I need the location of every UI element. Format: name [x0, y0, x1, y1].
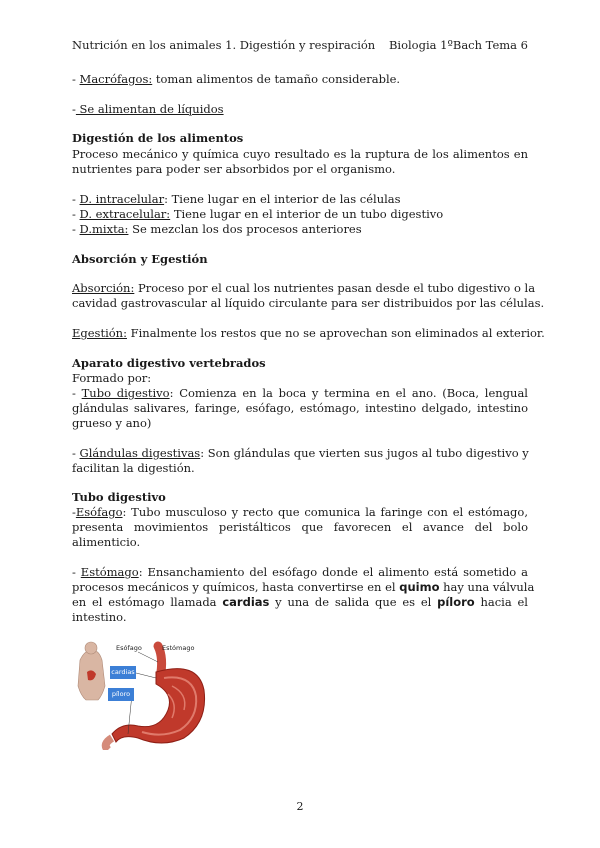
label-cardias: cardias: [110, 666, 136, 679]
header-course: Biologia 1ºBach Tema 6: [388, 38, 528, 52]
term: Esófago: [75, 505, 123, 519]
term: D.mixta:: [79, 222, 129, 236]
text: procesos mecánicos y químicos, hasta convertirse en el: [72, 580, 400, 594]
term: Glándulas digestivas: [79, 446, 201, 460]
list-item: - Tubo digestivo: Comienza en la boca y termina en el ano. (Boca, lengual: [72, 386, 528, 400]
paragraph-line: [72, 595, 528, 610]
text: hacia el: [474, 595, 528, 609]
paragraph-line: nutrientes para poder ser absorbidos por el organismo.: [72, 162, 396, 176]
term: D. intracelular: [79, 192, 165, 206]
text: y una de salida que es el: [269, 595, 438, 609]
list-item: -Esófago: Tubo musculoso y recto que comunica la faringe con el estómago,: [72, 505, 528, 519]
term-bold: cardias: [222, 595, 270, 609]
paragraph-line: alimenticio.: [72, 535, 141, 549]
list-item: - D. intracelular: Tiene lugar en el interior de las células: [72, 192, 401, 206]
paragraph-line: presenta movimientos peristálticos que favorecen el avance del bolo: [72, 520, 528, 534]
stomach-figure: [72, 638, 210, 750]
term: Egestión:: [72, 326, 127, 340]
text: : Comienza en la boca y termina en el ano. (Boca, lengual: [169, 386, 528, 400]
text: Finalmente los restos que no se aprovechan son eliminados al exterior.: [126, 326, 545, 340]
list-item: - Se alimentan de líquidos: [72, 102, 224, 116]
text: Proceso por el cual los nutrientes pasan desde el tubo digestivo o la: [134, 281, 536, 295]
section-heading: Digestión de los alimentos: [72, 131, 244, 145]
section-heading: Absorción y Egestión: [72, 252, 208, 266]
paragraph-line: glándulas salivares, faringe, esófago, estómago, intestino delgado, intestino: [72, 401, 528, 415]
paragraph-line: [72, 326, 545, 341]
list-item: - D.mixta: Se mezclan los dos procesos anteriores: [72, 222, 362, 236]
text: : Ensanchamiento del esófago donde el alimento está sometido a: [138, 565, 528, 579]
label-esofago: Esófago: [116, 644, 142, 652]
term: Estómago: [80, 565, 139, 579]
text: hay una válvula: [439, 580, 535, 594]
paragraph-line: [72, 580, 535, 595]
list-item: - Glándulas digestivas: Son glándulas que vierten sus jugos al tubo digestivo y: [72, 446, 529, 460]
label-estomago: Estómago: [162, 644, 195, 652]
term: Macrófagos:: [79, 72, 153, 86]
term-bold: píloro: [437, 595, 475, 609]
term: Tubo digestivo: [81, 386, 170, 400]
text: : Tiene lugar en el interior de las células: [164, 192, 401, 206]
paragraph-line: intestino.: [72, 610, 127, 624]
text: Se mezclan los dos procesos anteriores: [128, 222, 362, 236]
paragraph-line: cavidad gastrovascular al líquido circulante para ser distribuidos por las células.: [72, 296, 545, 310]
paragraph-line: [72, 281, 536, 296]
term: D. extracelular:: [79, 207, 171, 221]
label-piloro: píloro: [108, 688, 134, 701]
text: toman alimentos de tamaño considerable.: [152, 72, 401, 86]
paragraph-line: Proceso mecánico y química cuyo resultado es la ruptura de los alimentos en: [72, 147, 528, 161]
header-title: Nutrición en los animales 1. Digestión y respiración: [72, 38, 376, 52]
stomach-illustration: [72, 638, 210, 750]
page-number: 2: [296, 800, 304, 813]
term: Se alimentan de líquidos: [75, 102, 224, 116]
term-bold: quimo: [399, 580, 440, 594]
list-item: - Macrófagos: toman alimentos de tamaño considerable.: [72, 72, 401, 86]
section-heading: Tubo digestivo: [72, 490, 166, 504]
paragraph-line: grueso y ano): [72, 416, 152, 430]
text: : Tubo musculoso y recto que comunica la faringe con el estómago,: [122, 505, 528, 519]
section-heading: Aparato digestivo vertebrados: [72, 356, 266, 370]
term: Absorción:: [72, 281, 135, 295]
text: : Son glándulas que vierten sus jugos al tubo digestivo y: [200, 446, 529, 460]
text: en el estómago llamada: [72, 595, 223, 609]
text: Tiene lugar en el interior de un tubo digestivo: [170, 207, 444, 221]
list-item: - D. extracelular: Tiene lugar en el interior de un tubo digestivo: [72, 207, 444, 221]
list-item: - Estómago: Ensanchamiento del esófago donde el alimento está sometido a: [72, 565, 528, 579]
paragraph-line: Formado por:: [72, 371, 152, 385]
paragraph-line: facilitan la digestión.: [72, 461, 195, 475]
